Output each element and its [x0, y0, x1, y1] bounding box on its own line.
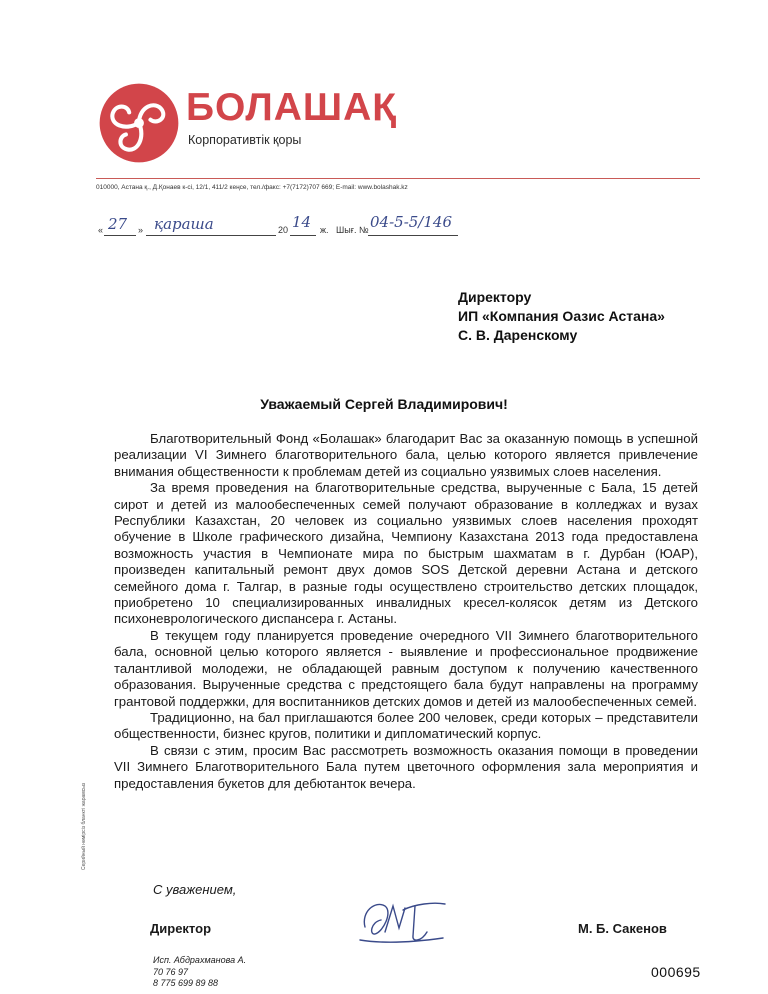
year-prefix: 20: [278, 225, 289, 235]
year-label: ж.: [320, 225, 329, 235]
margin-note: [81, 770, 93, 870]
executor-name: Исп. Абдрахманова А.: [153, 955, 247, 965]
outgoing-number: 04-5-5/146: [370, 213, 452, 231]
brand-subtitle: Корпоративтік қоры: [188, 133, 302, 147]
recipient-name: С. В. Даренскому: [458, 327, 578, 343]
executor-info: [153, 955, 246, 990]
year-suffix: 14: [292, 213, 312, 231]
date-day: 27: [108, 215, 128, 233]
closing: С уважением,: [153, 882, 237, 897]
body-paragraph: Традиционно, на бал приглашаются более 200 человек, среди которых – представители общественности, бизнес кругов, политики и дипломатический корпус.: [114, 709, 698, 742]
outgoing-label: Шығ. №: [336, 225, 369, 235]
letterhead-address: 010000, Астана қ., Д.Қонаев к-сі, 12/1, 411/2 кеңсе, тел./факс: +7(7172)707 669; E-mail: www.bolashak.kz: [96, 184, 408, 191]
recipient-position: Директору: [458, 289, 532, 305]
executor-mobile: 8 775 699 89 88: [153, 978, 219, 988]
date-month: қараша: [154, 215, 214, 233]
margin-note-text: Серийный нөмірсіз бланкті жарамсыз: [81, 782, 87, 870]
signer-title: Директор: [150, 921, 212, 936]
executor-phone: 70 76 97: [153, 966, 189, 977]
body-paragraph: В текущем году планируется проведение очередного VII Зимнего благотворительного бала, основной целью которого является - выявление и профессиональное продвижение талантливой молодежи, не обладающей равным доступом к получению качественного образования. Вырученные средства с предстоящего бала будут направлены на программу грантовой поддержки, для воспитанников детских домов и детей из малообеспеченных семей.: [114, 627, 698, 709]
salutation: Уважаемый Сергей Владимирович!: [260, 396, 508, 412]
recipient-company: ИП «Компания Оазис Астана»: [458, 308, 665, 324]
registration-line: « 27 » қараша 20 14 ж. Шығ. № 04-5-5/146: [98, 213, 518, 239]
letterhead-divider: [96, 178, 700, 179]
brand-name: БОЛАШАҚ: [186, 86, 398, 129]
document-number: 000695: [651, 964, 701, 980]
body-paragraph: В связи с этим, просим Вас рассмотреть возможность оказания помощи в проведении VII Зимнего Благотворительного Бала путем цветочного оформления зала мероприятия и предоставления букетов для дебютанток вечера.: [114, 742, 698, 791]
body-paragraph: За время проведения на благотворительные средства, вырученные с Бала, 15 детей сирот и детей из малообеспеченных семей получают образование в колледжах и вузах Республики Казахстан, 20 человек из социально уязвимых слоев населения проходят обучение в Школе графического дизайна, Чемпиону Казахстана 2013 года предоставлена возможность участия в Чемпионате мира по быстрым шахматам в г. Дурбан (ЮАР), произведен капитальный ремонт двух домов SOS Детской деревни Астана и детского семейного дома г. Талгар, в разные годы осуществлено строительство детских площадок, приобретено 10 специализированных инвалидных кресел-колясок детям из Детского психоневрологического диспансера г. Астаны.: [114, 480, 698, 627]
signature-icon: [355, 892, 450, 947]
body-paragraph: Благотворительный Фонд «Болашак» благодарит Вас за оказанную помощь в успешной реализации VI Зимнего благотворительного бала, целью которого является привлечение внимания общественности к проблемам детей из социально уязвимых слоев населения.: [114, 431, 698, 479]
letter-body: [114, 431, 698, 792]
recipient-block: [458, 288, 665, 345]
signer-name: М. Б. Сакенов: [578, 921, 667, 936]
bolashak-logo-icon: [98, 82, 180, 164]
